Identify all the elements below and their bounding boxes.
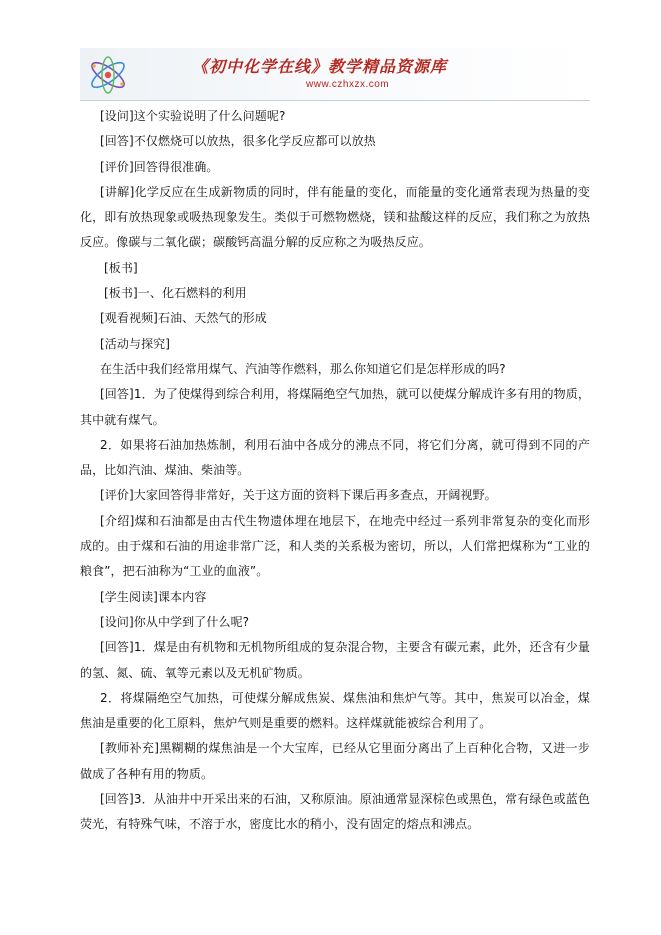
- site-url: www.czhxzx.com: [306, 79, 390, 90]
- paragraph: [评价]回答得很准确。: [100, 159, 219, 174]
- paragraph: [回答]1．为了使煤得到综合利用，将煤隔绝空气加热，就可以使煤分解成许多有用的物质，其中就有煤气。: [80, 387, 590, 427]
- paragraph: [评价]大家回答得非常好，关于这方面的资料下课后再多查点，开阔视野。: [100, 488, 497, 503]
- paragraph: [教师补充]黑糊糊的煤焦油是一个大宝库，已经从它里面分离出了上百种化合物，又进一步做成了各种有用的物质。: [80, 741, 590, 781]
- paragraph: [回答]3．从油井中开采出来的石油，又称原油。原油通常显深棕色或黑色，常有绿色或蓝色荧光，有特殊气味，不溶于水，密度比水的稍小，没有固定的熔点和沸点。: [80, 792, 590, 832]
- paragraph: [设问]你从中学到了什么呢?: [100, 614, 250, 629]
- paragraph: [讲解]化学反应在生成新物质的同时，伴有能量的变化，而能量的变化通常表现为热量的变化，即有放热现象或吸热现象发生。类似于可燃物燃烧，镁和盐酸这样的反应，我们称之为放热反应。像碳与二氧化碳；碳酸钙高温分解的反应称之为吸热反应。: [80, 184, 590, 250]
- paragraph: [观看视频]石油、天然气的形成: [100, 311, 267, 326]
- paragraph: 2．如果将石油加热炼制，利用石油中各成分的沸点不同，将它们分离，就可得到不同的产品，比如汽油、煤油、柴油等。: [80, 437, 590, 478]
- paragraph: [介绍]煤和石油都是由古代生物遗体埋在地层下，在地壳中经过一系列非常复杂的变化而形成的。由于煤和石油的用途非常广泛，和人类的关系极为密切，所以，人们常把煤称为“工业的粮食”，把石油称为“工业的血液”。: [80, 513, 590, 579]
- site-title: 《初中化学在线》教学精品资源库: [192, 57, 448, 76]
- document-body: [80, 104, 590, 838]
- header-banner: [80, 48, 590, 101]
- paragraph: [学生阅读]课本内容: [100, 589, 207, 604]
- atom-logo-icon: [86, 56, 130, 94]
- paragraph: [设问]这个实验说明了什么问题呢?: [100, 109, 286, 123]
- paragraph: 在生活中我们经常用煤气、汽油等作燃料，那么你知道它们是怎样形成的吗?: [100, 361, 506, 376]
- paragraph: [板书]一、化石燃料的利用: [104, 286, 247, 301]
- paragraph: [活动与探究]: [100, 336, 171, 351]
- paragraph: 2．将煤隔绝空气加热，可使煤分解成焦炭、煤焦油和焦炉气等。其中，焦炭可以冶金，煤焦油是重要的化工原料，焦炉气则是重要的燃料。这样煤就能被综合利用了。: [80, 690, 590, 731]
- paragraph: [板书]: [104, 260, 138, 275]
- paragraph: [回答]不仅燃烧可以放热，很多化学反应都可以放热: [100, 134, 376, 149]
- paragraph: [回答]1．煤是由有机物和无机物所组成的复杂混合物，主要含有碳元素，此外，还含有少量的氢、氮、硫、氧等元素以及无机矿物质。: [80, 640, 590, 680]
